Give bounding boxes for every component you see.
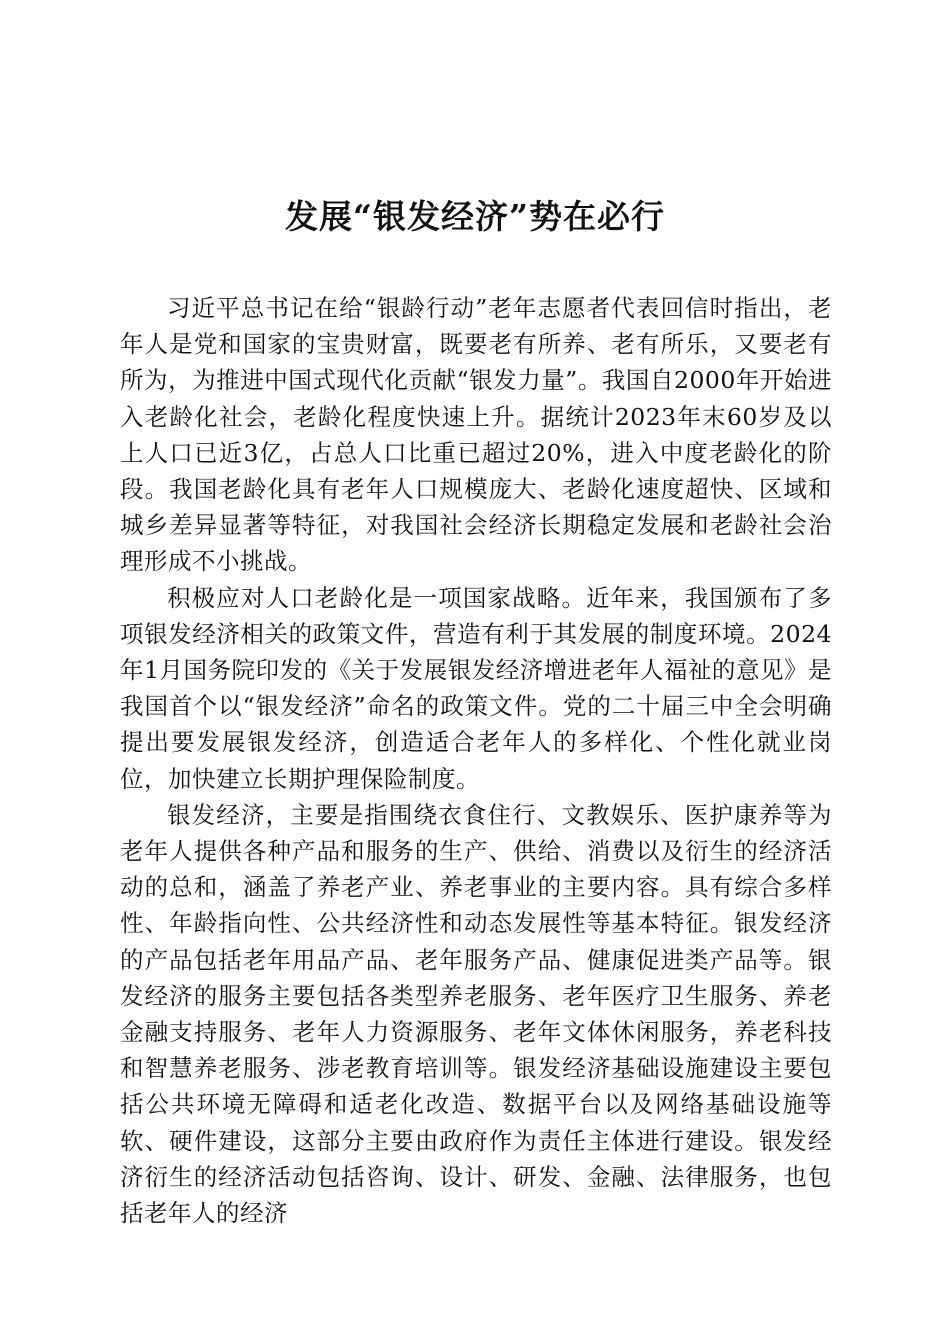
paragraph: 银发经济，主要是指围绕衣食住行、文教娱乐、医护康养等为老年人提供各种产品和服务的生产、供给、消费以及衍生的经济活动的总和，涵盖了养老产业、养老事业的主要内容。具有综合多样性、年龄指向性、公共经济性和动态发展性等基本特征。银发经济的产品包括老年用品产品、老年服务产品、健康促进类产品等。银发经济的服务主要包括各类型养老服务、老年医疗卫生服务、养老金融支持服务、老年人力资源服务、老年文体休闲服务，养老科技和智慧养老服务、涉老教育培训等。银发经济基础设施建设主要包括公共环境无障碍和适老化改造、数据平台以及网络基础设施等软、硬件建设，这部分主要由政府作为责任主体进行建设。银发经济衍生的经济活动包括咨询、设计、研发、金融、法律服务，也包括老年人的经济 [120, 800, 832, 1228]
paragraph: 积极应对人口老龄化是一项国家战略。近年来，我国颁布了多项银发经济相关的政策文件，营造有利于其发展的制度环境。2024年1月国务院印发的《关于发展银发经济增进老年人福祉的意见》是我国首个以“银发经济”命名的政策文件。党的二十届三中全会明确提出要发展银发经济，创造适合老年人的多样化、个性化就业岗位，加快建立长期护理保险制度。 [120, 583, 832, 793]
paragraph: 习近平总书记在给“银龄行动”老年志愿者代表回信时指出，老年人是党和国家的宝贵财富，既要老有所养、老有所乐，又要老有所为，为推进中国式现代化贡献“银发力量”。我国自2000年开始进入老龄化社会，老龄化程度快速上升。据统计2023年末60岁及以上人口已近3亿，占总人口比重已超过20%，进入中度老龄化的阶段。我国老龄化具有老年人口规模庞大、老龄化速度超快、区域和城乡差异显著等特征，对我国社会经济长期稳定发展和老龄社会治理形成不小挑战。 [120, 294, 832, 576]
document-body [120, 290, 832, 1231]
document-title: 发展“银发经济”势在必行 [285, 197, 665, 236]
